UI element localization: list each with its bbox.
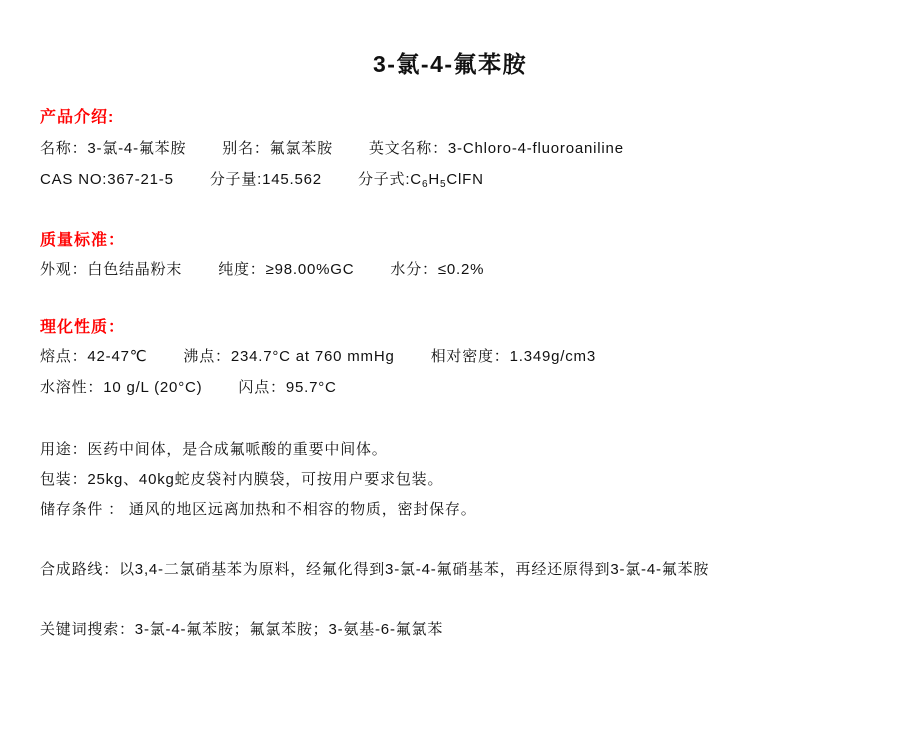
- keywords-field: 关键词搜索：3-氯-4-氟苯胺；氟氯苯胺；3-氨基-6-氟氯苯: [40, 621, 444, 638]
- page-title: 3-氯-4-氟苯胺: [372, 51, 528, 77]
- cas-number-field: CAS NO:367-21-5: [40, 171, 174, 188]
- english-name-field: 英文名称：3-Chloro-4-fluoroaniline: [368, 140, 624, 157]
- melting-point-field: 熔点：42-47℃: [40, 348, 148, 365]
- storage-conditions-field: 储存条件 ： 通风的地区远离加热和不相容的物质，密封保存。: [40, 501, 477, 518]
- properties-row-1: [40, 348, 860, 365]
- formula-tail: ClFN: [446, 171, 484, 188]
- formula-mid: H: [428, 171, 440, 188]
- molecular-weight-field: 分子量:145.562: [209, 171, 322, 188]
- properties-row-2: [40, 379, 860, 396]
- appearance-field: 外观：白色结晶粉末: [40, 261, 183, 278]
- formula-head: 分子式:C: [357, 171, 422, 188]
- section-heading-product-intro: 产品介绍:: [40, 109, 115, 126]
- packaging-row: [40, 471, 860, 488]
- section-heading-quality-standard: 质量标准：: [40, 232, 126, 249]
- molecular-formula-field: [358, 171, 484, 188]
- section-heading-physical-properties: 理化性质：: [40, 319, 126, 336]
- moisture-field: 水分：≤0.2%: [390, 261, 485, 278]
- water-solubility-field: 水溶性：10 g/L (20°C): [40, 379, 203, 396]
- relative-density-field: 相对密度：1.349g/cm3: [430, 348, 596, 365]
- storage-row: [40, 501, 860, 518]
- alias-field: 别名：氟氯苯胺: [222, 140, 333, 157]
- product-name-field: 名称：3-氯-4-氟苯胺: [40, 140, 187, 157]
- boiling-point-field: 沸点：234.7°C at 760 mmHg: [183, 348, 395, 365]
- intro-cas-row: [40, 171, 860, 188]
- flash-point-field: 闪点：95.7°C: [238, 379, 337, 396]
- purity-field: 纯度：≥98.00%GC: [218, 261, 355, 278]
- formula-subscript-5: 5: [439, 179, 447, 190]
- intro-name-row: [40, 140, 860, 157]
- quality-row: [40, 261, 860, 278]
- usage-field: 用途：医药中间体，是合成氟哌酸的重要中间体。: [40, 441, 388, 458]
- synthesis-route-row: [40, 561, 860, 578]
- synthesis-route-field: 合成路线：以3,4-二氯硝基苯为原料，经氟化得到3-氯-4-氟硝基苯，再经还原得到3-氯-4-氟苯胺: [40, 561, 710, 578]
- usage-row: [40, 441, 860, 458]
- packaging-field: 包装：25kg、40kg蛇皮袋衬内膜袋，可按用户要求包装。: [40, 471, 444, 488]
- keywords-row: [40, 621, 860, 638]
- formula-subscript-6: 6: [421, 179, 429, 190]
